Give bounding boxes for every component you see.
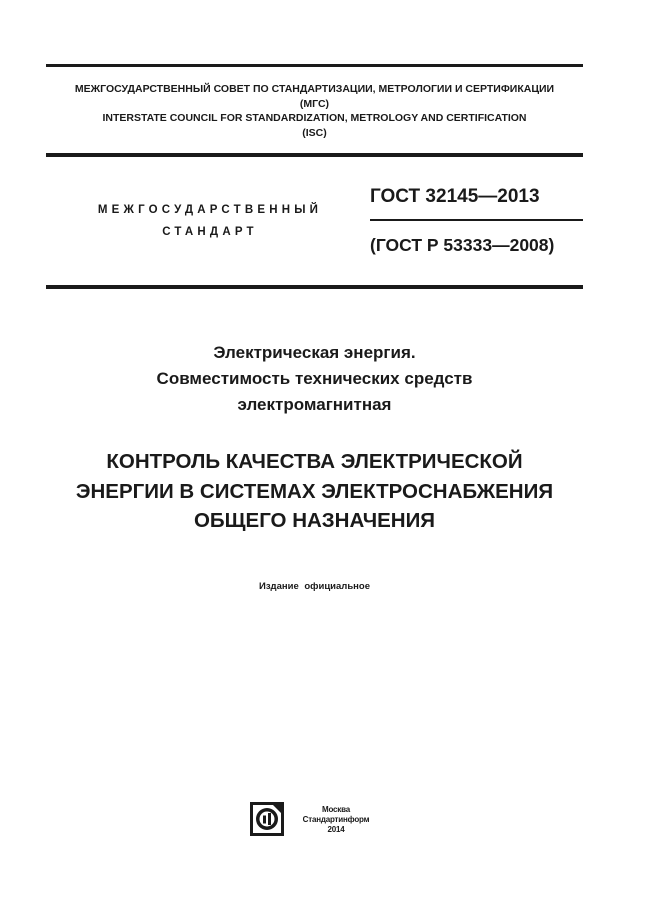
council-name-ru: МЕЖГОСУДАРСТВЕННЫЙ СОВЕТ ПО СТАНДАРТИЗАЦИИ, МЕТРОЛОГИИ И СЕРТИФИКАЦИИ	[74, 83, 555, 95]
council-name-en: INTERSTATE COUNCIL FOR STANDARDIZATION, METROLOGY AND CERTIFICATION	[102, 112, 527, 124]
subtitle-line1: Электрическая энергия.	[213, 343, 416, 362]
subtitle-line2: Совместимость технических средств	[156, 369, 473, 388]
title-line2: ЭНЕРГИИ В СИСТЕМАХ ЭЛЕКТРОСНАБЖЕНИЯ	[75, 479, 554, 503]
document-title	[46, 447, 583, 536]
council-bottom-rule	[46, 153, 583, 157]
gost-replaced-designation: (ГОСТ Р 53333—2008)	[370, 235, 555, 255]
title-line1: КОНТРОЛЬ КАЧЕСТВА ЭЛЕКТРИЧЕСКОЙ	[106, 450, 523, 473]
council-abbr-en: (ISC)	[302, 126, 327, 139]
council-block	[46, 82, 583, 140]
publisher-block	[296, 805, 376, 835]
designation-separator	[370, 219, 583, 221]
publisher-name: Стандартинформ	[302, 815, 370, 824]
standard-kind-line2: СТАНДАРТ	[162, 226, 258, 238]
standartinform-logo-icon	[249, 801, 285, 837]
header-bottom-rule	[46, 285, 583, 289]
subtitle-line3: электромагнитная	[237, 395, 392, 414]
document-subtitle	[46, 340, 583, 418]
council-abbr-ru: (МГС)	[299, 97, 330, 110]
title-line3: ОБЩЕГО НАЗНАЧЕНИЯ	[193, 509, 436, 532]
publisher-city: Москва	[322, 805, 350, 814]
standard-kind-line1: МЕЖГОСУДАРСТВЕННЫЙ	[97, 204, 323, 216]
publisher-year: 2014	[327, 825, 345, 834]
gost-designation: ГОСТ 32145—2013	[370, 186, 540, 207]
standard-kind	[60, 199, 360, 243]
top-rule	[46, 64, 583, 67]
edition-label: Издание официальное	[259, 581, 370, 592]
